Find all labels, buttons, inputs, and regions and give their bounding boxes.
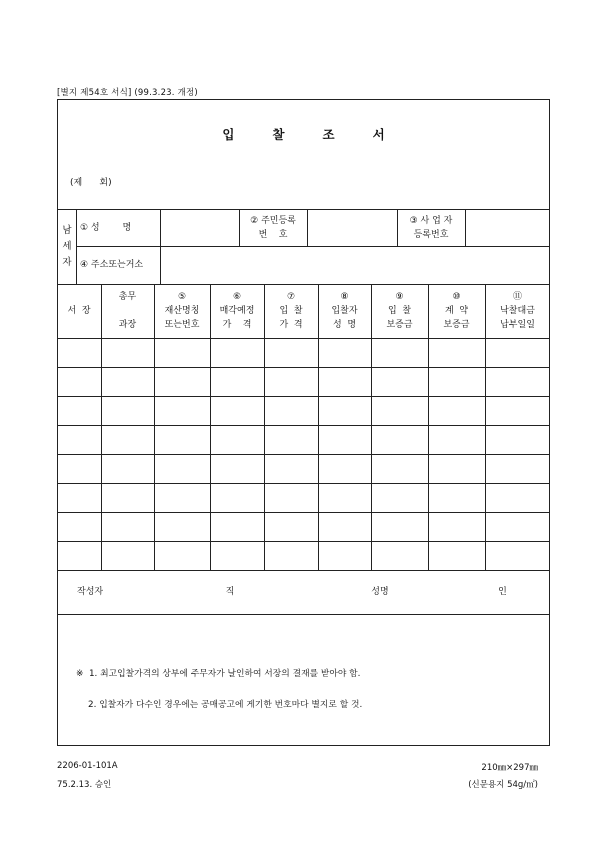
rrn-label: ② 주민등록 번 호 xyxy=(250,215,296,240)
form-code: 2206-01-101A xyxy=(57,761,118,771)
bid-table-body[interactable] xyxy=(58,339,549,569)
rrn-field[interactable] xyxy=(308,210,396,245)
form-number-header: [별지 제54호 서식] (99.3.23. 개정) xyxy=(57,88,198,98)
header-bid-deposit: ⑨ 입 찰 보증금 xyxy=(386,292,413,330)
address-label: ④ 주소또는거소 xyxy=(80,260,144,270)
divider-line xyxy=(57,570,550,571)
business-number-field[interactable] xyxy=(466,210,549,245)
signer-name-label: 성명 xyxy=(371,587,389,597)
address-field[interactable] xyxy=(161,247,549,283)
writer-label: 작성자 xyxy=(77,587,104,597)
position-label: 직 xyxy=(225,587,235,597)
business-number-label: ③ 사 업 자 등록번호 xyxy=(409,215,453,240)
round-number-line: (제 회) xyxy=(70,178,112,188)
approval-date: 75.2.13. 승인 xyxy=(57,780,112,790)
divider-line xyxy=(76,209,77,284)
name-label: ① 성 명 xyxy=(80,222,132,233)
note-2: 2. 입찰자가 다수인 경우에는 공매공고에 게기한 번호마다 별지로 할 것. xyxy=(88,700,363,710)
paper-type: (신문용지 54g/㎡) xyxy=(468,780,538,790)
note-1: ※ 1. 최고입찰가격의 상부에 주무자가 날인하여 서장의 결재를 받아야 함. xyxy=(76,669,361,679)
paper-size: 210㎜×297㎜ xyxy=(481,763,538,773)
header-bidder-name: ⑧ 입찰자 성 명 xyxy=(331,292,358,330)
divider-line xyxy=(57,614,550,615)
bidder-group-label: 남 세 자 xyxy=(62,225,72,268)
name-field[interactable] xyxy=(161,210,238,245)
header-payment-date: ⑪ 낙찰대금 납부일일 xyxy=(500,292,535,330)
header-general-affairs: 총무 과장 xyxy=(118,292,137,330)
header-bid-price: ⑦ 입 찰 가 격 xyxy=(279,292,303,330)
header-property-name: ⑤ 재산명칭 또는번호 xyxy=(164,292,200,330)
header-chief: 서 장 xyxy=(67,306,91,316)
header-planned-sale-price: ⑥ 매각예정 가 격 xyxy=(219,292,255,330)
form-title: 입찰조서 xyxy=(222,127,423,142)
header-contract-deposit: ⑩ 계 약 보증금 xyxy=(443,292,470,330)
seal-label: 인 xyxy=(498,587,507,597)
